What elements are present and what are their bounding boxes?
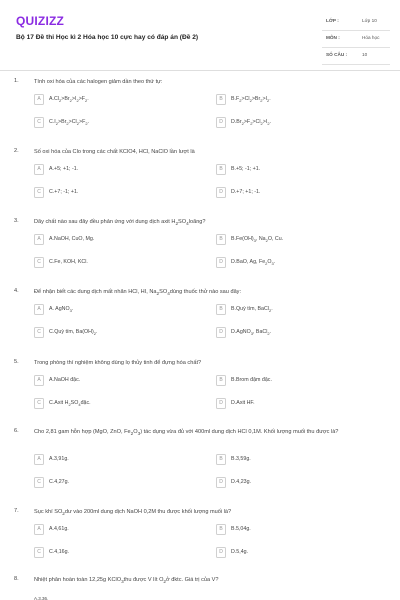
option-a[interactable] [34, 164, 208, 176]
option-a[interactable] [34, 304, 208, 316]
option-text: C.4,16g. [49, 549, 70, 555]
option-text: D.5,4g. [231, 549, 249, 555]
option-a[interactable] [34, 454, 208, 466]
option-a[interactable] [34, 375, 208, 387]
option-letter-box: D [216, 398, 226, 409]
option-c[interactable] [34, 257, 208, 269]
option-letter-box: A [34, 304, 44, 315]
option-letter-box: A [34, 454, 44, 465]
meta-label: SỐ CÂU : [326, 52, 348, 57]
option-letter-box: B [216, 375, 226, 386]
option-c[interactable] [34, 547, 208, 559]
option-letter-box: C [34, 327, 44, 338]
question-text: Tính oxi hóa của các halogen giảm dần theo thứ tự: [34, 79, 163, 85]
question-number: 3. [14, 218, 19, 224]
option-a[interactable] [34, 524, 208, 536]
option-letter-box: C [34, 257, 44, 268]
option-text: D.Axit HF. [231, 400, 255, 406]
option-text: D.BaO, Ag, $Fe_2O_3$. [231, 259, 276, 267]
option-d[interactable] [216, 327, 390, 339]
option-c[interactable] [34, 398, 208, 410]
option-text: D.+7; +1; -1. [231, 189, 261, 195]
option-text: C.Axit $H_2SO_4đặc$. [49, 400, 91, 408]
option-text: C.Quỳ tím, $Ba(OH)_2$. [49, 329, 98, 337]
option-d[interactable] [216, 257, 390, 269]
option-letter-box: B [216, 234, 226, 245]
meta-value: Lớp 10 [362, 18, 377, 23]
meta-value: 10 [362, 52, 368, 57]
option-text: $B.Fe(OH)_3$, $Na_2O$, Cu. [231, 236, 284, 244]
option-text: $B.F_2>Cl_2>Br_2>I_2$. [231, 96, 271, 104]
question-text: Số oxi hóa của Clo trong các chất KClO4, HCl, NaClO lần lượt là [34, 149, 195, 155]
option-c[interactable] [34, 327, 208, 339]
option-text: A.3,91g. [49, 456, 69, 462]
option-letter-box: A [34, 94, 44, 105]
question-number: 5. [14, 359, 19, 365]
question-text: Sục khí $SO_2dư$ vào 200ml dung dịch NaOH 0,2M thu được khối lượng muối là? [34, 509, 232, 517]
question-number: 1. [14, 78, 19, 84]
option-letter-box: C [34, 187, 44, 198]
option-letter-box: D [216, 477, 226, 488]
question-number: 4. [14, 288, 19, 294]
document-header [0, 0, 400, 72]
question-text: Cho 2,81 gam hỗn hợp (MgO, ZnO, $Fe_2O_3$) tác dụng vừa đủ với 400ml dung dịch HCl 0,1M. Khối lượng muối thu được là? [34, 429, 339, 437]
question-number: 6. [14, 428, 19, 434]
option-text: D.4,23g. [231, 479, 252, 485]
option-text: C.Fe, KOH, KCl. [49, 259, 88, 265]
option-letter-box: A [34, 375, 44, 386]
option-letter-box: D [216, 117, 226, 128]
question-text: Trong phòng thí nghiệm không dùng lọ thủy tinh để đựng hóa chất? [34, 360, 202, 366]
option-text: B.Brom đậm đặc. [231, 377, 272, 383]
option-letter-box: D [216, 327, 226, 338]
meta-row-subject [322, 31, 390, 48]
option-letter-box: A [34, 164, 44, 175]
option-text: A.NaOH đặc. [49, 377, 81, 383]
option-d[interactable] [216, 547, 390, 559]
option-text: $D.Br_2>F_2>Cl_2>I_2$. [231, 119, 272, 127]
option-letter-box: D [216, 187, 226, 198]
option-text: A.+5; +1; -1. [49, 166, 79, 172]
option-a[interactable] [34, 94, 208, 106]
option-text: $A.Cl_2>Br_2>I_2>F_2$. [49, 96, 89, 104]
option-letter-box: B [216, 524, 226, 535]
quizizz-logo: QUIZIZZ [16, 14, 65, 28]
option-d[interactable] [216, 117, 390, 129]
option-b[interactable] [216, 454, 390, 466]
option-letter-box: C [34, 398, 44, 409]
option-d[interactable] [216, 187, 390, 199]
option-c[interactable] [34, 117, 208, 129]
option-d[interactable] [216, 398, 390, 410]
option-letter-box: B [216, 454, 226, 465]
question-text: Nhiệt phân hoàn toàn 12,25g KClO$_3$thu được V lít $O_2ở$ đktc. Giá trị của V? [34, 577, 219, 585]
option-b[interactable] [216, 375, 390, 387]
option-letter-box: C [34, 547, 44, 558]
option-text: A.4,61g. [49, 526, 69, 532]
meta-label: LỚP : [326, 18, 339, 23]
question-text: Để nhận biết các dung dịch mất nhãn HCl, HI, $Na_2SO_4dùng$ thuốc thử nào sau đây: [34, 289, 242, 297]
option-b[interactable] [216, 94, 390, 106]
option-letter-box: B [216, 164, 226, 175]
option-b[interactable] [216, 234, 390, 246]
meta-table [322, 14, 390, 65]
option-text: B.5,04g. [231, 526, 251, 532]
option-letter-box: B [216, 94, 226, 105]
option-text: A. AgNO$_3$. [49, 306, 74, 314]
option-a[interactable] [34, 234, 208, 246]
option-c[interactable] [34, 187, 208, 199]
meta-value: Hóa học [362, 35, 380, 40]
option-letter-box: C [34, 117, 44, 128]
option-c[interactable] [34, 477, 208, 489]
question-number: 7. [14, 508, 19, 514]
option-b[interactable] [216, 304, 390, 316]
option-letter-box: C [34, 477, 44, 488]
document-title: Bộ 17 Đề thi Học kì 2 Hóa học 10 cực hay có đáp án (Đề 2) [16, 34, 199, 41]
option-text: C.+7; -1; +1. [49, 189, 79, 195]
option-text: B.3,59g. [231, 456, 251, 462]
option-letter-box: B [216, 304, 226, 315]
option-letter-box: A [34, 524, 44, 535]
option-letter-box: D [216, 547, 226, 558]
option-text: D.AgNO$_3$, BaCl$_2$. [231, 329, 272, 337]
question-number: 8. [14, 576, 19, 582]
option-text: A.NaOH, CuO, Mg. [49, 236, 95, 242]
meta-label: MÔN : [326, 35, 340, 40]
option-d[interactable] [216, 477, 390, 489]
option-letter-box: D [216, 257, 226, 268]
header-divider [0, 70, 400, 71]
meta-row-count [322, 48, 390, 65]
option-text: B.Quỳ tím, BaCl$_2$. [231, 306, 273, 314]
option-text: B.+5; -1; +1. [231, 166, 261, 172]
option-b[interactable] [216, 164, 390, 176]
meta-row-class [322, 14, 390, 31]
question-number: 2. [14, 148, 19, 154]
option-b[interactable] [216, 524, 390, 536]
partial-option-text: A.3,36. [34, 596, 49, 600]
option-letter-box: A [34, 234, 44, 245]
option-text: $C.I_2>Br_2>Cl_2>F_2$. [49, 119, 90, 127]
option-text: C.4,27g. [49, 479, 70, 485]
question-text: Dãy chất nào sau đây đều phản ứng với dung dịch axit $H_2SO_4loãng$? [34, 219, 206, 227]
